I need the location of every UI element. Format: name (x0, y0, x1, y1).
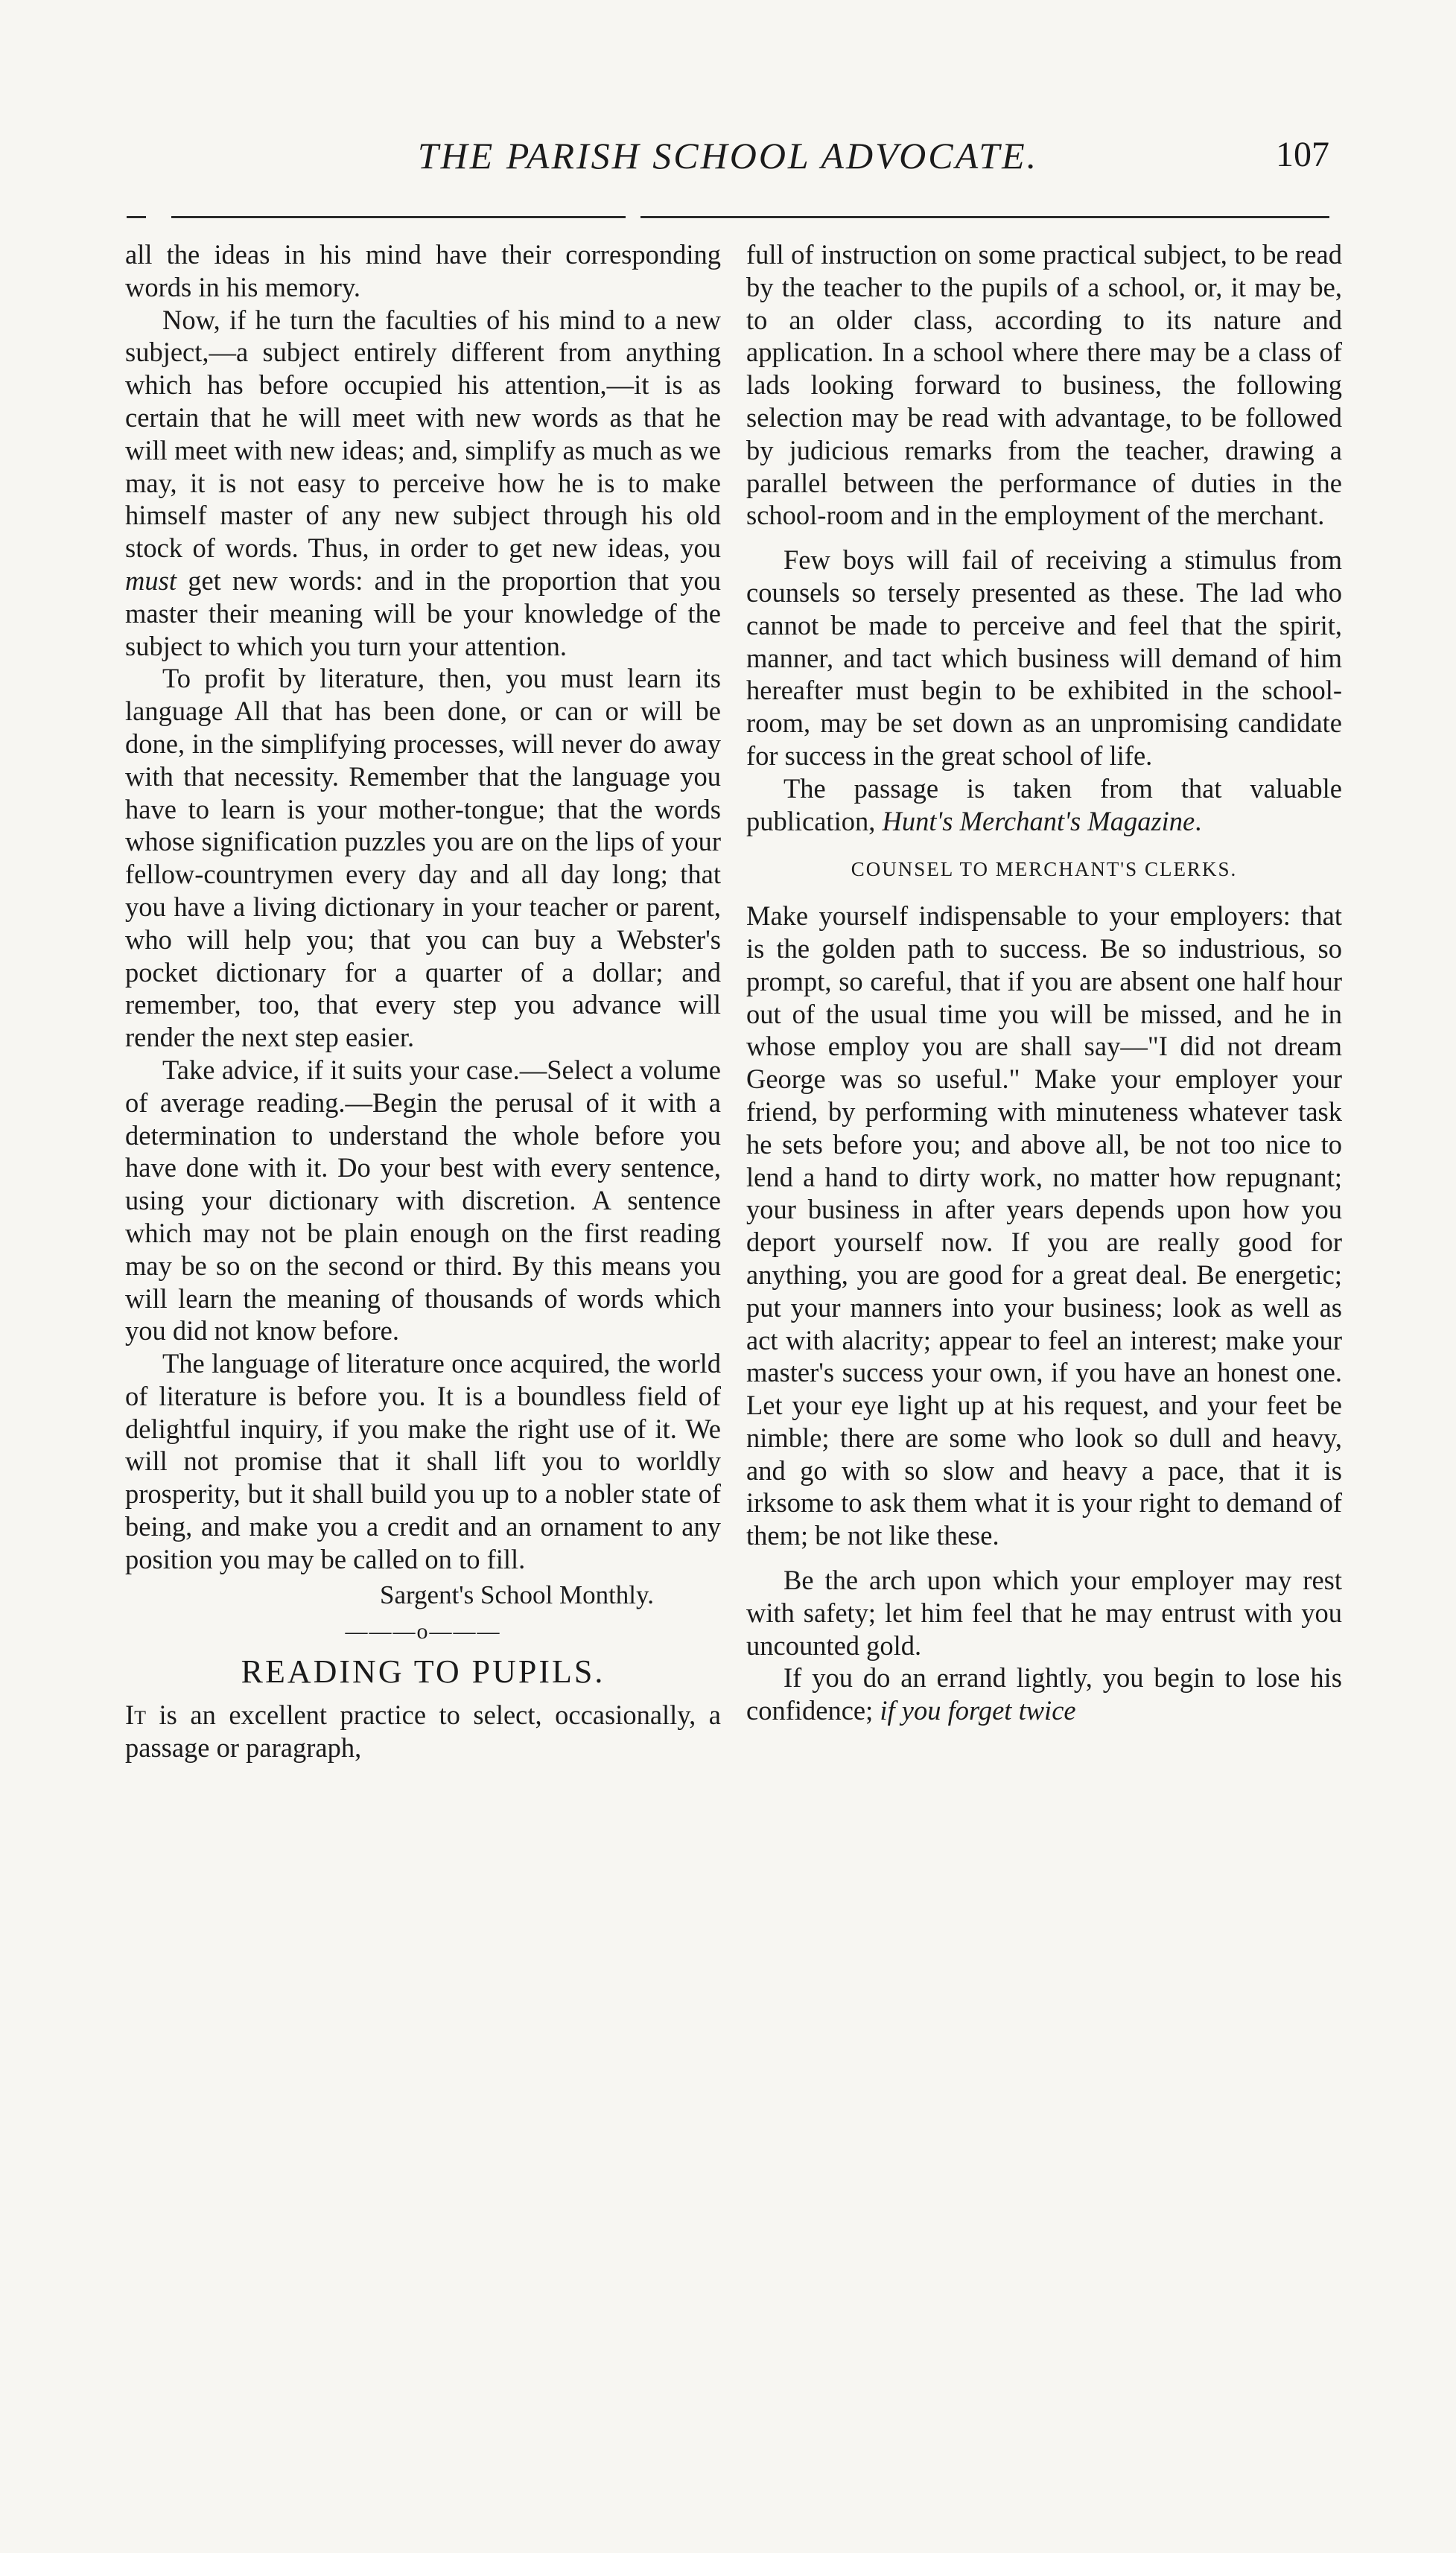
paragraph-text: Now, if he turn the faculties of his mind to a new subject,—a subject entirely different from anything which has before occupied his attention,—it is as certain that he will meet with new words as that he will meet with new ideas; and, simplify as much as we may, it is not easy to perceive how he is to make himself master of any new subject through his old stock of words. Thus, in order to get new ideas, you (125, 304, 721, 564)
paragraph (746, 1662, 1342, 1727)
running-title: THE PARISH SCHOOL ADVOCATE. (417, 135, 1039, 177)
paragraph: Make yourself indispensable to your employers: that is the golden path to success. Be so industrious, so prompt, so careful, that if you are absent one half hour out of the usual time you will be missed, and he in whose employ you are shall say—"I did not dream George was so useful." Make your employer your friend, by performing with minuteness whatever task he sets before you; and above all, be not too nice to lend a hand to dirty work, no matter how repugnant; your business in after years depends upon how you deport yourself now. If you are really good for anything, you are good for a great deal. Be energetic; put your manners into your business; look as well as act with alacrity; appear to feel an interest; make your master's success your own, if you have an honest one. Let your eye light up at his request, and your feet be nimble; there are some who look so dull and heavy, and go with so slow and heavy a pace, that it is irksome to ask them what it is your right to demand of them; be not like these. (746, 900, 1342, 1551)
paragraph: Be the arch upon which your employer may rest with safety; let him feel that he may entrust with you uncounted gold. (746, 1565, 1342, 1661)
attribution: Sargent's School Monthly. (380, 1580, 654, 1609)
rule-segment (171, 216, 626, 218)
paragraph-text: If you do an errand lightly, you begin to lose his confidence; (746, 1662, 1342, 1726)
paragraph: full of instruction on some practical subject, to be read by the teacher to the pupils of a school, or, it may be, to an older class, according to its nature and application. In a school where there may be a class of lads looking forward to business, the following selection may be read with advantage, to be followed by judicious remarks from the teacher, drawing a parallel between the performance of duties in the school-room and in the employment of the merchant. (746, 239, 1342, 531)
rule-segment (127, 216, 146, 218)
paragraph-text: . (1195, 805, 1202, 836)
paragraph (125, 1699, 721, 1764)
paragraph (746, 772, 1342, 838)
paragraph-text: The passage is taken from that valuable publication, (746, 772, 1342, 836)
emphasis: must (125, 565, 177, 596)
right-column (746, 238, 1342, 1727)
section-separator: ———o——— (345, 1619, 501, 1644)
paragraph-text: is an excellent practice to select, occasionally, a passage or paragraph, (125, 1700, 721, 1763)
rule-segment (640, 216, 1329, 218)
paragraph: all the ideas in his mind have their corresponding words in his memory. (125, 239, 721, 302)
paragraph: To profit by literature, then, you must learn its language All that has been done, or can or will be done, in the simplifying processes, will never do away with that necessity. Remember that the language you have to learn is your mother-tongue; that the words whose signification puzzles you are on the lips of your fellow-countrymen every day and all day long; that you have a living dictionary in your teacher or parent, who will help you; that you can buy a Webster's pocket dictionary for a quarter of a dollar; and remember, too, that every step you advance will render the next step easier. (125, 663, 721, 1053)
paragraph (125, 304, 721, 663)
lead-word: It (125, 1700, 147, 1731)
page-number: 107 (1276, 135, 1329, 174)
header-rule (127, 216, 1329, 220)
emphasis: if you forget twice (880, 1695, 1076, 1726)
section-heading: COUNSEL TO MERCHANT'S CLERKS. (851, 858, 1238, 881)
left-column (125, 238, 721, 1764)
paragraph-text: get new words: and in the proportion that you master their meaning will be your knowledge of the subject to which you turn your attention. (125, 565, 721, 661)
paragraph: Few boys will fail of receiving a stimulus from counsels so tersely presented as these. The lad who cannot be made to perceive and feel that the spirit, manner, and tact which business will demand of him hereafter must begin to be exhibited in the school-room, may be set down as an unpromising candidate for success in the great school of life. (746, 544, 1342, 771)
paragraph: Take advice, if it suits your case.—Select a volume of average reading.—Begin the perusal of it with a determination to understand the whole before you have done with it. Do your best with every sentence, using your dictionary with discretion. A sentence which may not be plain enough on the first reading may be so on the second or third. By this means you will learn the meaning of thousands of words which you did not know before. (125, 1054, 721, 1347)
emphasis: Hunt's Merchant's Magazine (882, 805, 1195, 836)
page-header (127, 134, 1329, 186)
section-heading: READING TO PUPILS. (241, 1653, 605, 1691)
paragraph: The language of literature once acquired, the world of literature is before you. It is a boundless field of delightful inquiry, if you make the right use of it. We will not promise that it shall lift you to worldly prosperity, but it shall build you up to a nobler state of being, and make you a credit and an ornament to any position you may be called on to fill. (125, 1348, 721, 1574)
